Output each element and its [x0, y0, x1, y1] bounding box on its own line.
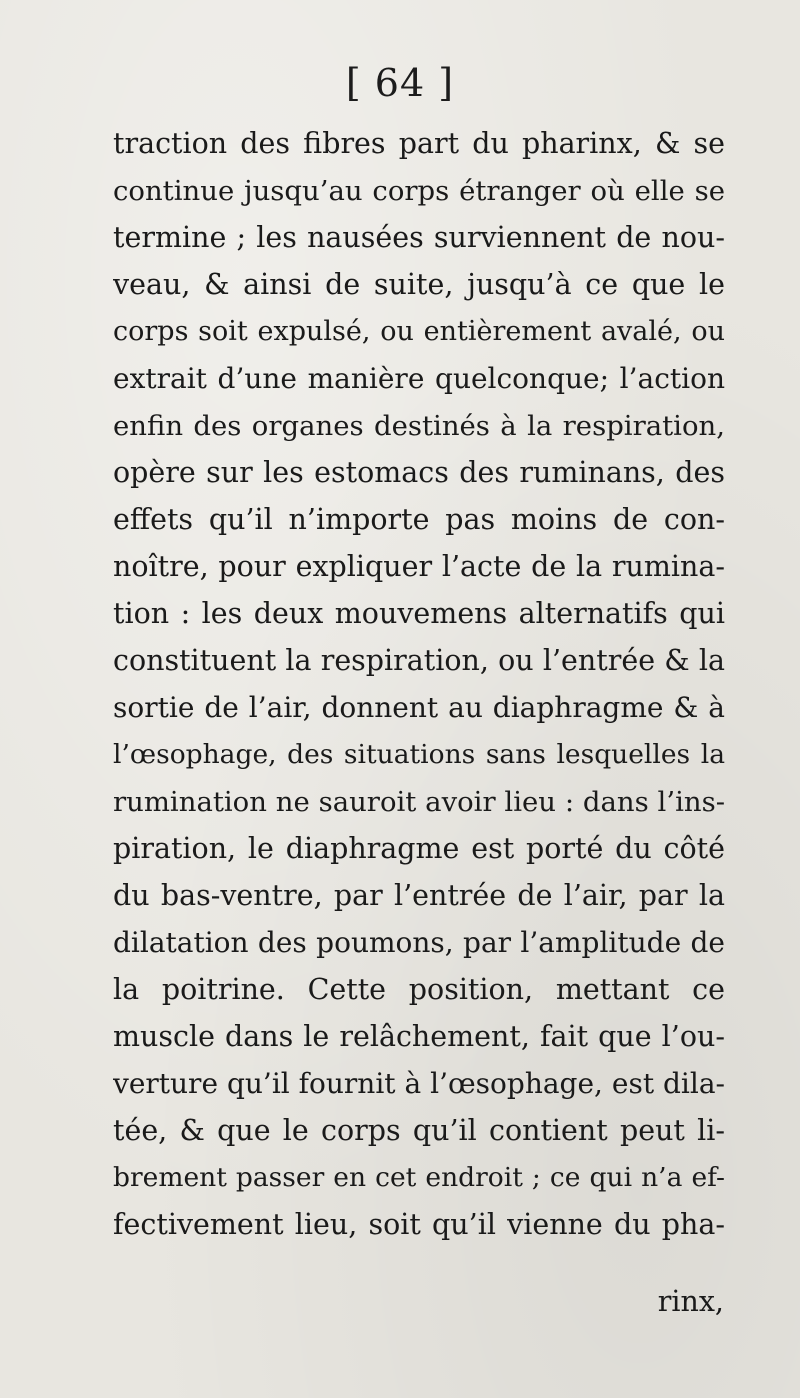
text-line-21: verture qu’il fournit à l’œsophage, est dila- [113, 1067, 725, 1100]
text-line-5: corps soit expulsé, ou entièrement avalé, ou [113, 316, 725, 347]
text-line-11: tion : les deux mouvemens alternatifs qui [113, 597, 725, 630]
text-line-24: fectivement lieu, soit qu’il vienne du pha- [113, 1208, 725, 1241]
text-line-17: du bas-ventre, par l’entrée de l’air, par la [113, 879, 725, 912]
text-line-16: piration, le diaphragme est porté du côté [113, 832, 725, 865]
text-line-1: traction des fibres part du pharinx, & se [113, 127, 725, 160]
text-line-18: dilatation des poumons, par l’amplitude de [113, 926, 725, 959]
text-line-4: veau, & ainsi de suite, jusqu’à ce que le [113, 268, 725, 301]
text-line-20: muscle dans le relâchement, fait que l’ou- [113, 1020, 725, 1053]
text-line-19: la poitrine. Cette position, mettant ce [113, 973, 725, 1006]
text-line-3: termine ; les nausées surviennent de nou- [113, 221, 725, 254]
text-line-15: rumination ne sauroit avoir lieu : dans l’ins- [113, 786, 725, 818]
text-line-14: l’œsophage, des situations sans lesquelles la [113, 739, 725, 770]
text-line-8: opère sur les estomacs des ruminans, des [113, 456, 725, 489]
text-line-2: continue jusqu’au corps étranger où elle se [113, 175, 725, 207]
text-line-6: extrait d’une manière quelconque; l’action [113, 362, 725, 395]
text-line-12: constituent la respiration, ou l’entrée & la [113, 644, 725, 677]
text-line-10: noître, pour expliquer l’acte de la rumina- [113, 550, 725, 583]
text-line-9: effets qu’il n’importe pas moins de con- [113, 503, 725, 536]
catchword: rinx, [657, 1285, 724, 1318]
text-line-7: enfin des organes destinés à la respiration, [113, 410, 725, 442]
text-line-22: tée, & que le corps qu’il contient peut li- [113, 1114, 725, 1147]
page-number: [ 64 ] [345, 61, 455, 105]
text-line-23: brement passer en cet endroit ; ce qui n’a ef- [113, 1162, 725, 1193]
text-line-13: sortie de l’air, donnent au diaphragme & à [113, 691, 725, 724]
